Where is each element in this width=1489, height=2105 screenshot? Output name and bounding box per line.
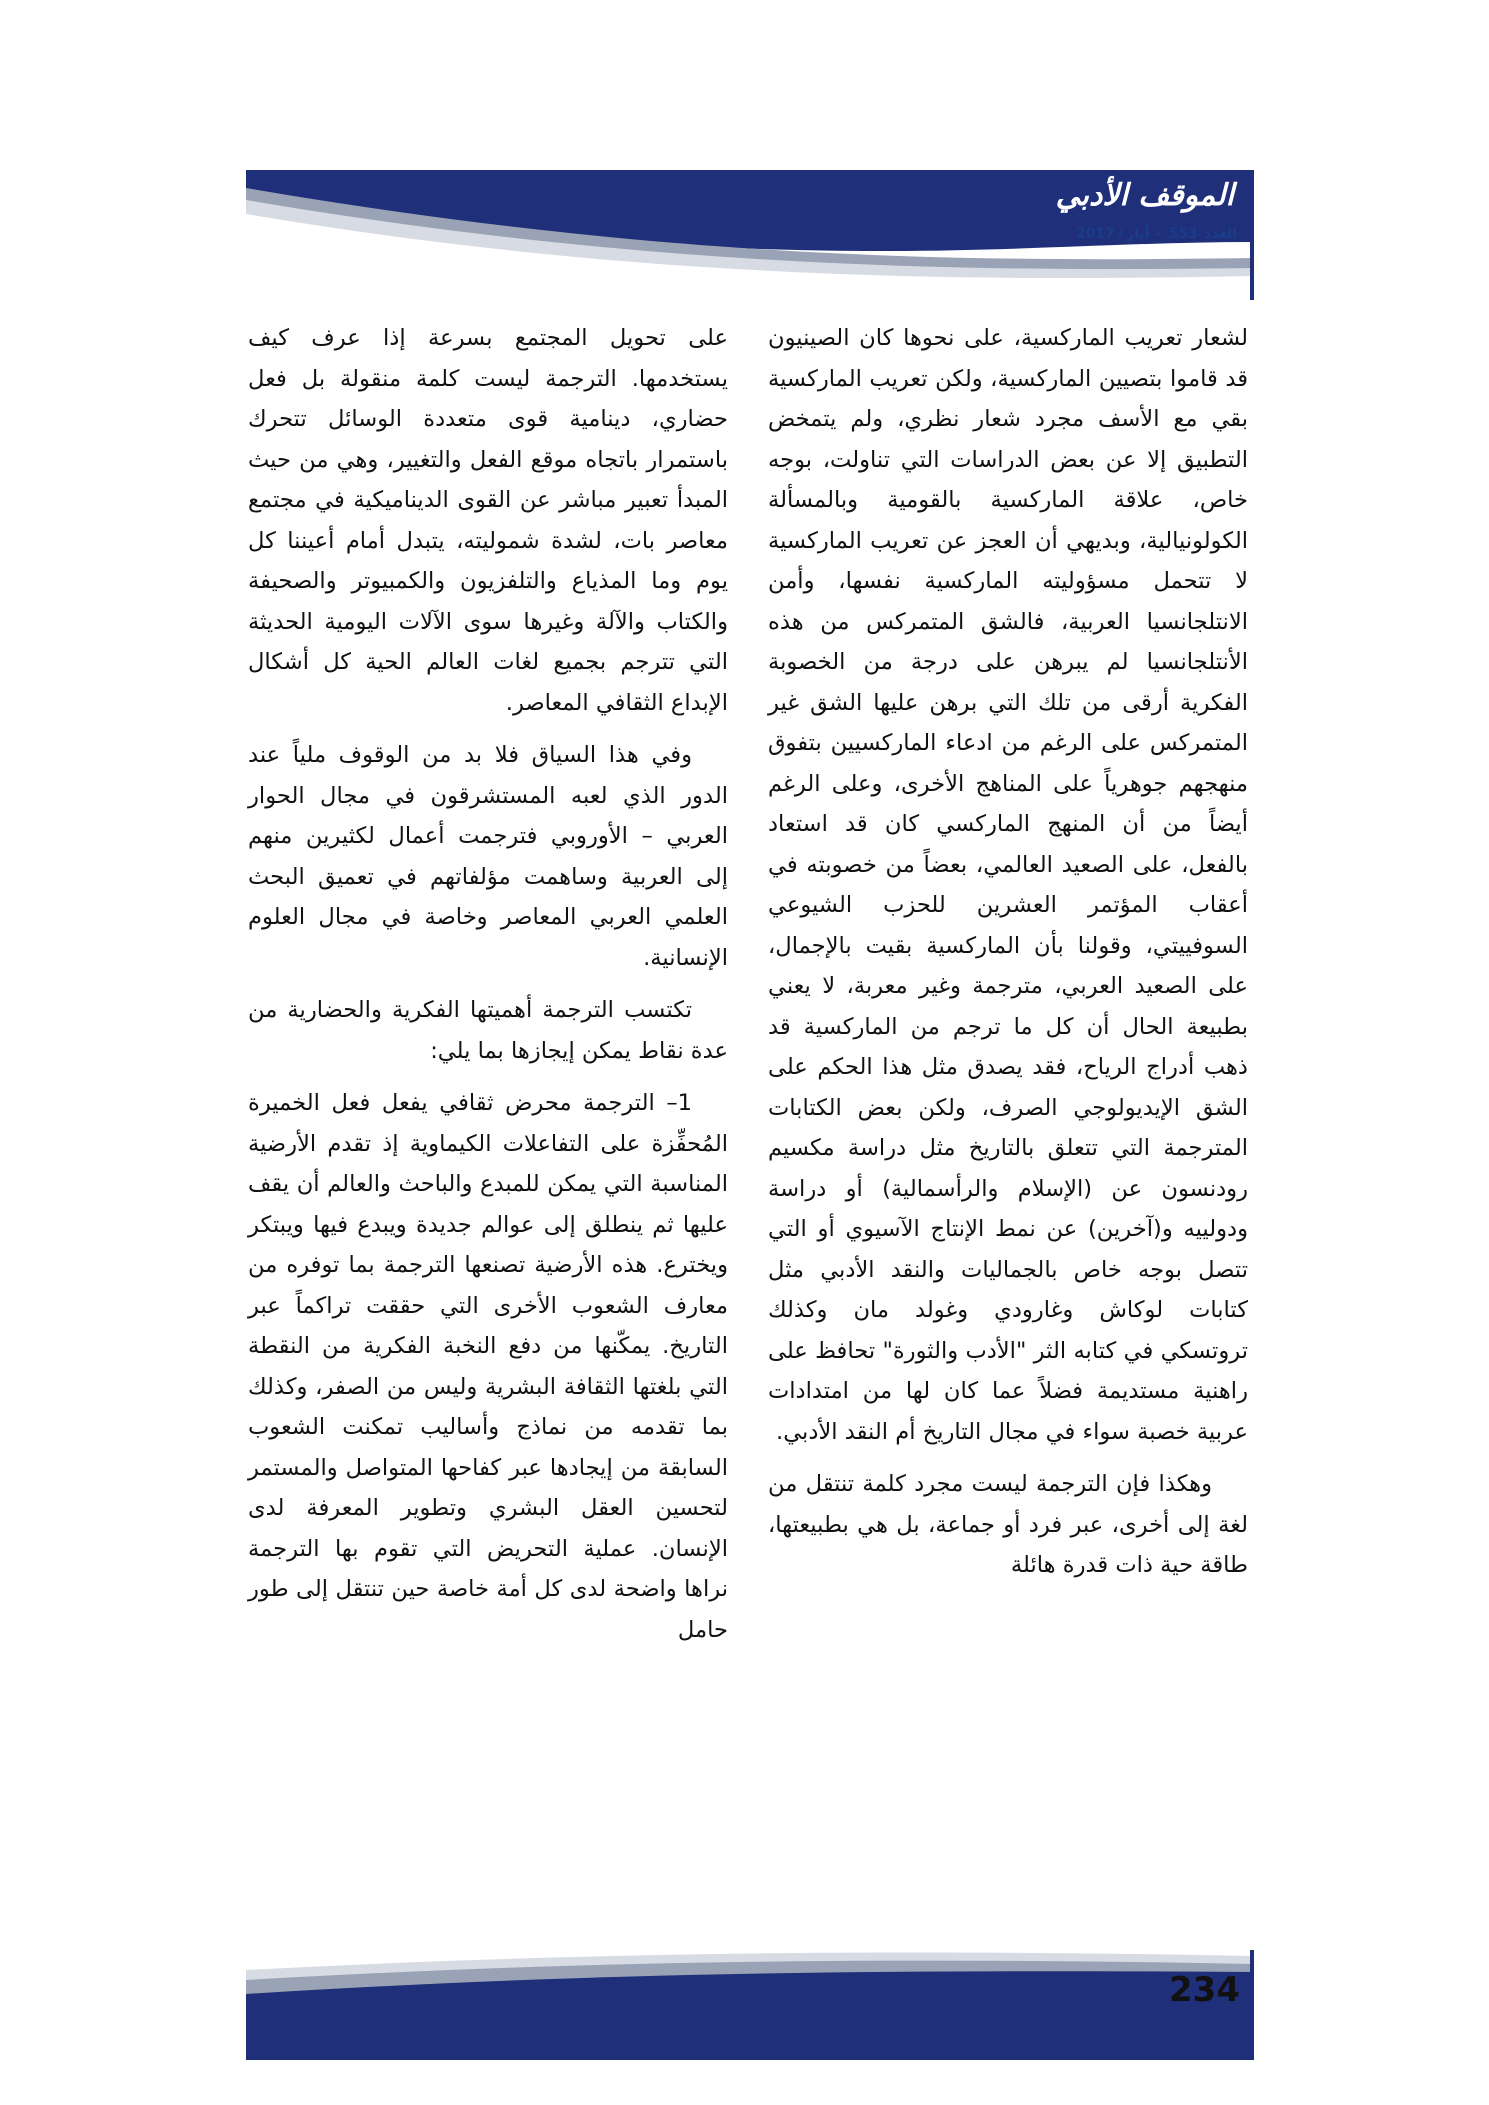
issue-year: 2017 [1076, 226, 1116, 242]
page-footer [246, 1950, 1254, 2060]
footer-swoosh [246, 1950, 1254, 2060]
page-number: 234 [1169, 1970, 1240, 2010]
paragraph: 1– الترجمة محرض ثقافي يفعل فعل الخميرة المُحفِّزة على التفاعلات الكيماوية إذ تقدم الأرضية المناسبة التي يمكن للمبدع والباحث والعالم أن يقف عليها ثم ينطلق إلى عوالم جديدة ويبدع فيها ويبتكر ويخترع. هذه الأرضية تصنعها الترجمة بما توفره من معارف الشعوب الأخرى التي حققت تراكماً عبر التاريخ. يمكّنها من دفع النخبة الفكرية من النقطة التي بلغتها الثقافة البشرية وليس من الصفر، وكذلك بما تقدمه من نماذج وأساليب تمكنت الشعوب السابقة من إيجادها عبر كفاحها المتواصل والمستمر لتحسين العقل البشري وتطوير المعرفة لدى الإنسان. عملية التحريض التي تقوم بها الترجمة نراها واضحة لدى كل أمة خاصة حين تنتقل إلى طور حامل [248, 1090, 728, 1643]
paragraph: على تحويل المجتمع بسرعة إذا عرف كيف يستخدمها. الترجمة ليست كلمة منقولة بل فعل حضاري، دينامية قوى متعددة الوسائل تتحرك باستمرار باتجاه موقع الفعل والتغيير، وهي من حيث المبدأ تعبير مباشر عن القوى الديناميكية في مجتمع معاصر بات، لشدة شموليته، يتبدل أمام أعيننا كل يوم وما المذياع والتلفزيون والكمبيوتر والصحيفة والكتاب والآلة وغيرها سوى الآلات اليومية الحديثة التي تترجم بجميع لغات العالم الحية كل أشكال الإبداع الثقافي المعاصر. [248, 325, 728, 716]
issue-month: أيار [1126, 226, 1150, 242]
paragraph: وفي هذا السياق فلا بد من الوقوف ملياً عند الدور الذي لعبه المستشرقون في مجال الحوار العربي – الأوروبي فترجمت أعمال لكثيرين منهم إلى العربية وساهمت مؤلفاتهم في تعميق البحث العلمي العربي المعاصر وخاصة في مجال العلوم الإنسانية. [248, 742, 728, 971]
text-column-left [248, 318, 728, 1650]
paragraph: وهكذا فإن الترجمة ليست مجرد كلمة تنتقل من لغة إلى أخرى، عبر فرد أو جماعة، بل هي بطبيعتها، طاقة حية ذات قدرة هائلة [768, 1471, 1248, 1578]
page-header [246, 170, 1254, 300]
issue-separator: – [1155, 226, 1163, 242]
magazine-logo: الموقف الأدبي [1055, 178, 1234, 213]
issue-number: 553 [1168, 226, 1198, 242]
paragraph: لشعار تعريب الماركسية، على نحوها كان الصينيون قد قاموا بتصيين الماركسية، ولكن تعريب الماركسية بقي مع الأسف مجرد شعار نظري، ولم يتمخض التطبيق إلا عن بعض الدراسات التي تناولت، بوجه خاص، علاقة الماركسية بالقومية وبالمسألة الكولونيالية، وبديهي أن العجز عن تعريب الماركسية لا تتحمل مسؤوليته الماركسية نفسها، وأمن الانتلجانسيا العربية، فالشق المتمركس من هذه الأنتلجانسيا لم يبرهن على درجة من الخصوبة الفكرية أرقى من تلك التي برهن عليها الشق غير المتمركس على الرغم من ادعاء الماركسيين بتفوق منهجهم جوهرياً على المناهج الأخرى، وعلى الرغم أيضاً من أن المنهج الماركسي كان قد استعاد بالفعل، على الصعيد العالمي، بعضاً من خصوبته في أعقاب المؤتمر العشرين للحزب الشيوعي السوفييتي، وقولنا بأن الماركسية بقيت بالإجمال، على الصعيد العربي، مترجمة وغير معربة، لا يعني بطبيعة الحال أن كل ما ترجم من الماركسية قد ذهب أدراج الرياح، فقد يصدق مثل هذا الحكم على الشق الإيديولوجي الصرف، ولكن بعض الكتابات المترجمة التي تتعلق بالتاريخ مثل دراسة مكسيم رودنسون عن (الإسلام والرأسمالية) أو دراسة ودولييه و(آخرين) عن نمط الإنتاج الآسيوي أو التي تتصل بوجه خاص بالجماليات والنقد الأدبي مثل كتابات لوكاش وغارودي وغولد مان وكذلك تروتسكي في كتابه الثر "الأدب والثورة" تحافظ على راهنية مستديمة فضلاً عما كان لها من امتدادات عربية خصبة سواء في مجال التاريخ أم النقد الأدبي. [768, 325, 1248, 1445]
issue-label: العدد [1203, 226, 1237, 242]
paragraph: تكتسب الترجمة أهميتها الفكرية والحضارية من عدة نقاط يمكن إيجازها بما يلي: [248, 997, 728, 1064]
issue-info: العدد553–أيار/2017 [1076, 226, 1237, 242]
text-column-right [768, 318, 1248, 1586]
